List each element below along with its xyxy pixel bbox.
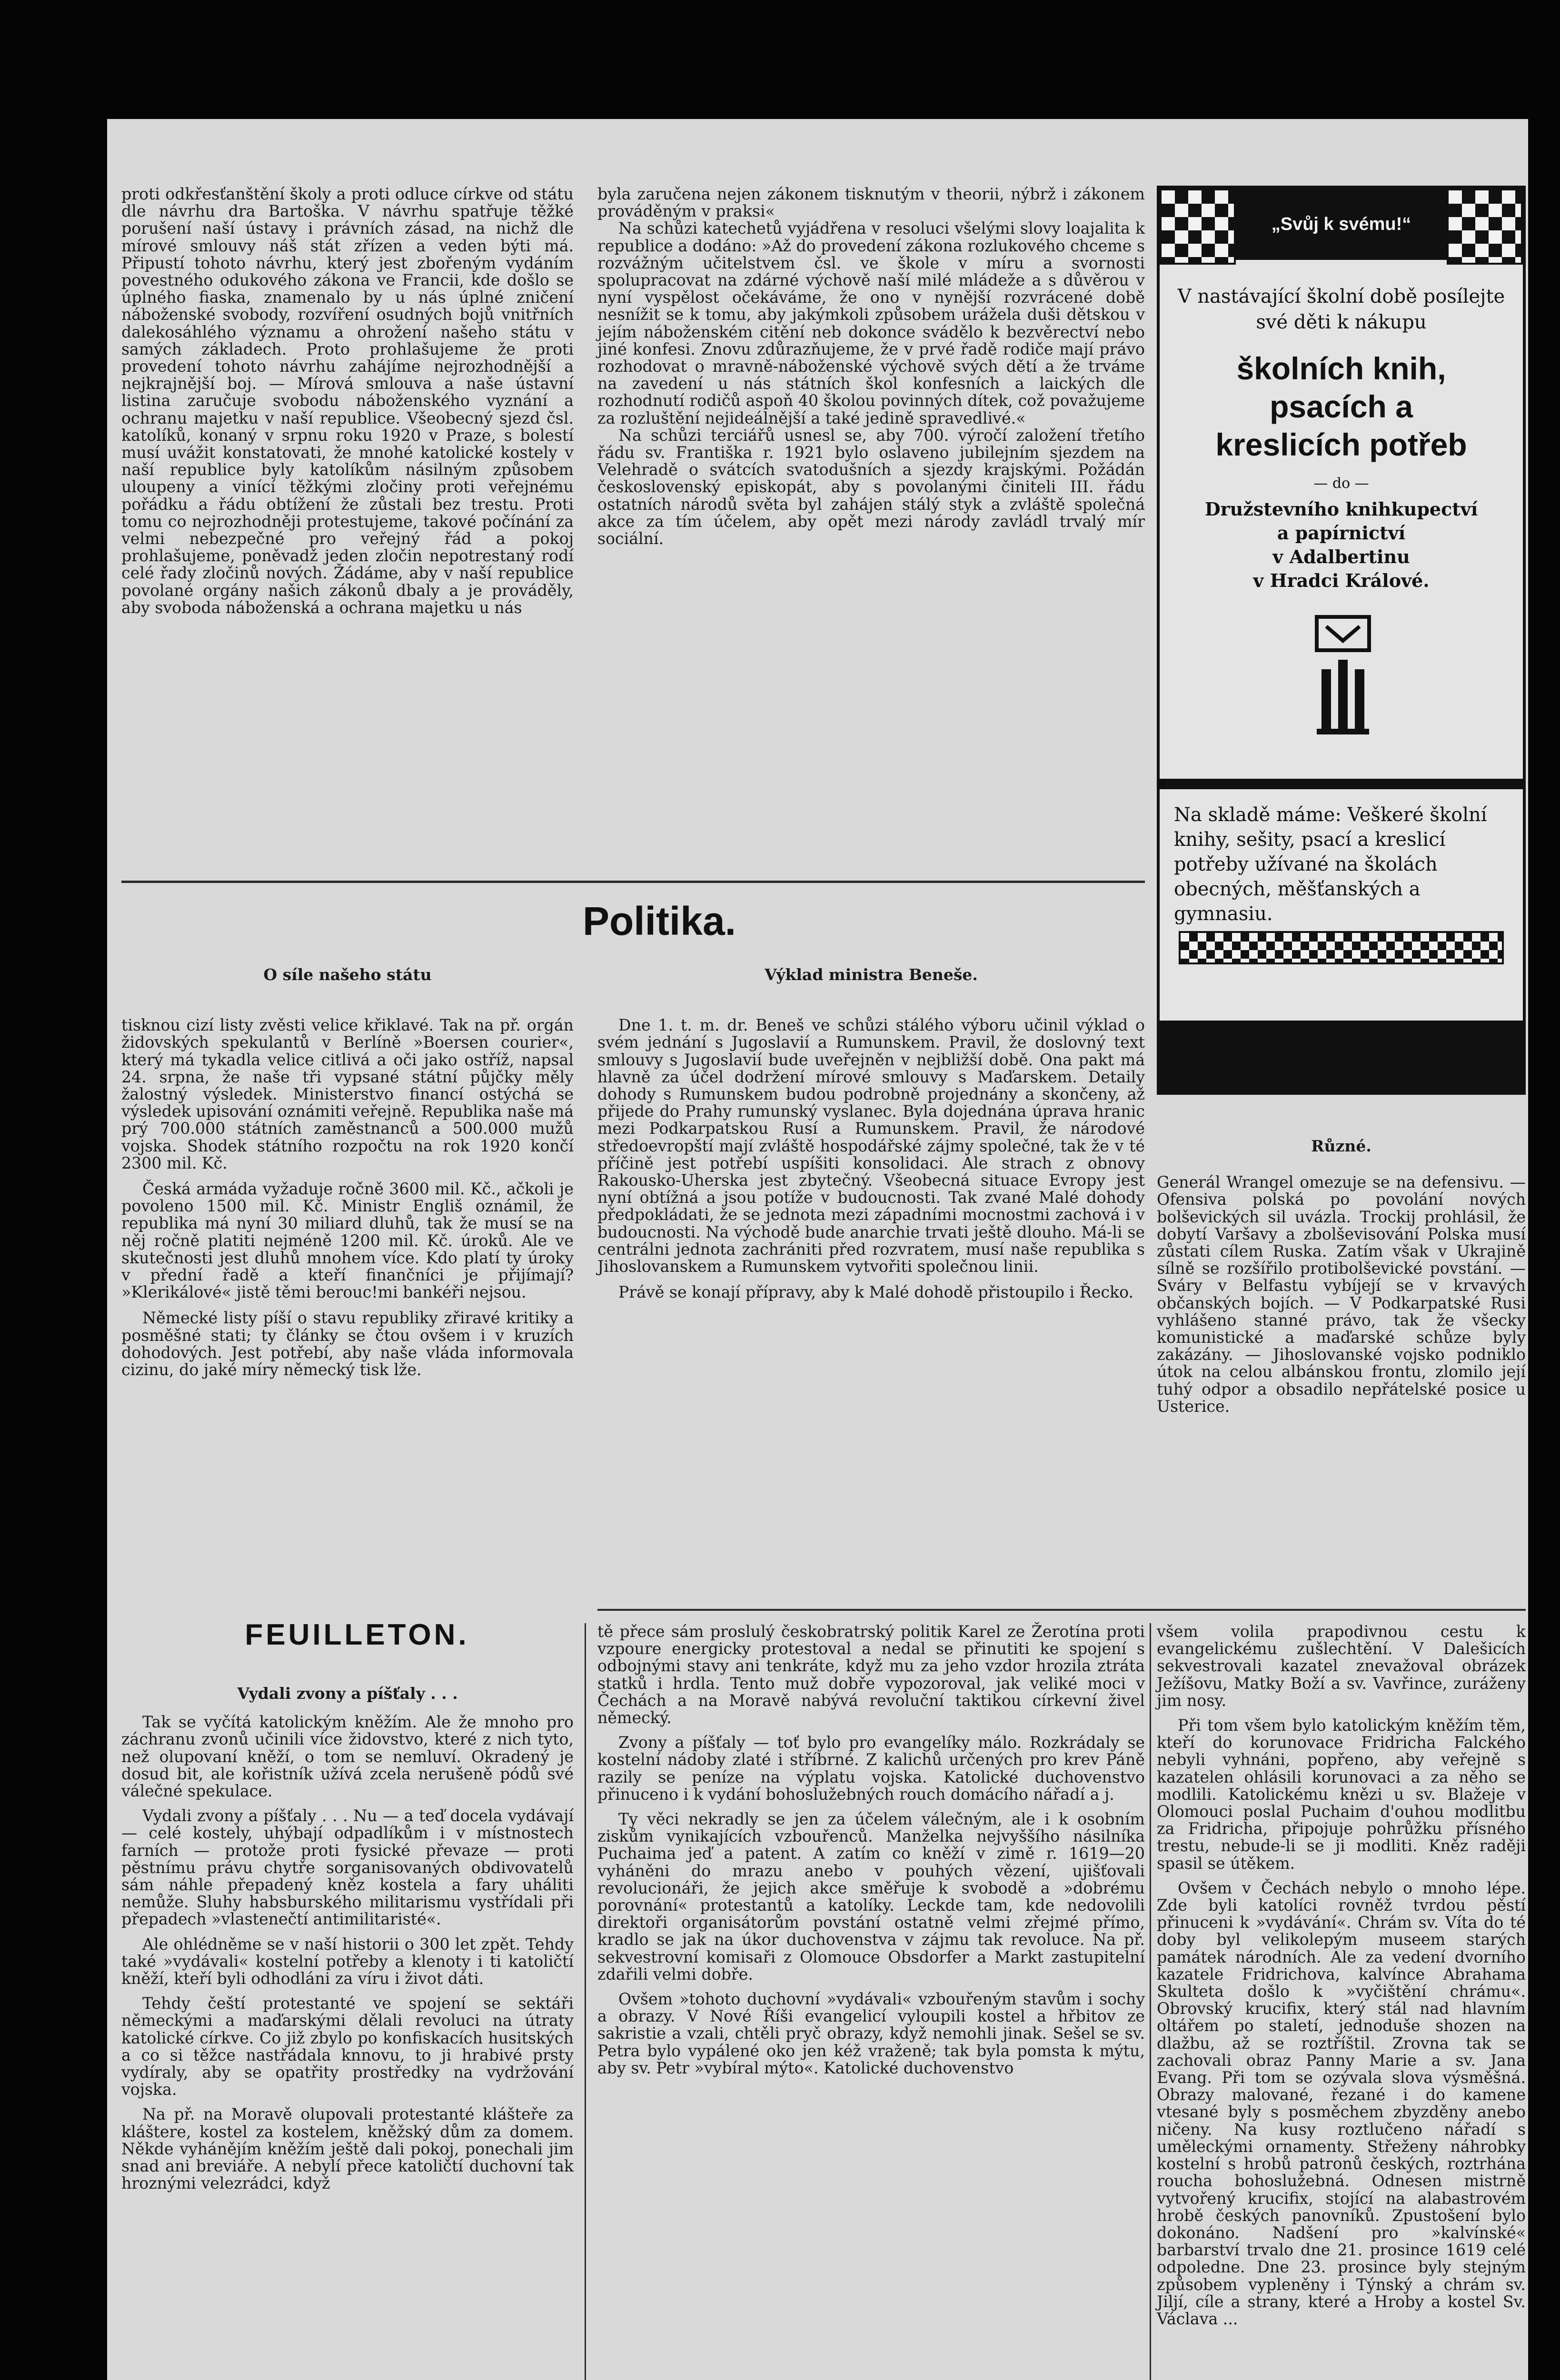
article-subheading: Různé.: [1311, 1137, 1371, 1155]
article-text: Vydali zvony a píšťaly . . . Nu — a teď docela vydávají — celé kostely, uhýbají odpadlíkům i v místnostech farních — protože proti fysické převaze — proti pěstnímu právu chytře sorganisovaných obdivovatelů sám náhle přepadený kněz kostela a fary uháliti nemůže. Sluhy habsburského militarismu vystřídali při přepadech »vlastenečtí antimilitaristé«.: [121, 1806, 574, 1929]
article-text: proti odkřesťanštění školy a proti odluce církve od státu dle návrhu dra Bartoška. V návrhu spatřuje těžké porušení naší ústavy i právních zásad, na nichž dle mírové smlouvy náš stát zřízen a veden býti má. Připustí tohoto návrhu, který jest zbořeným vydáním povestného odukového zákona ve Francii, kde došlo se úplného fiaska, znamenalo by u nás úplné zničení náboženské svobody, rozvíření osudných bojů vnitřních dalekosáhlého významu a ohrožení našeho státu v samých základech. Proto prohlašujeme že proti provedení tohoto návrhu zahájíme nejrozhodnější a nejkrajnější boj. — Mírová smlouva a naše ústavní listina zaručuje svobodu náboženského vyznání a ochranu majetku v naší republice. Všeobecný sjezd čsl. katolíků, konaný v srpnu roku 1920 v Praze, s bolestí musí uvážit konstatovati, že mnohé katolické kostely v naší republice byly katolíkům násilným způsobem uloupeny a vinící těžkými zločiny proti veřejnému pořádku a řádu obtížení že zůstali bez trestu. Proti tomu co nejrozhodněji protestujeme, takové počínání za velmi nebezpečné pro veřejný řád a pokoj prohlašujeme, poněvadž jeden zločin nepotrestaný rodí celé řady zločinů nových. Žádáme, aby v naší republice povolané orgány našich zákonů dbaly a je prováděly, aby svoboda náboženská a ochrana majetku u nás: [121, 185, 574, 617]
article-text: Zvony a píšťaly — toť bylo pro evangelíky málo. Rozkrádaly se kostelní nádoby zlaté i stříbrné. Z kalichů určených pro krev Páně razily se peníze na výplatu vojska. Katolické duchovenstvo přinuceno i k vydání bohoslužebných rouch domácího nářadí a j.: [597, 1733, 1145, 1804]
politika-heading: Politika.: [582, 899, 736, 943]
article-text: Ovšem v Čechách nebylo o mnoho lépe. Zde byli katolíci rovněž tvrdou pěstí přinuceni k »vydávání«. Chrám sv. Víta do té doby byl velikolepým museem starých památek národních. Ale za vedení dvorního kazatele Fridrichova, kalvínce Abrahama Skulteta došlo k »vyčištění chrámu«. Obrovský krucifix, který stál nad hlavním oltářem po staletí, jednoduše shozen na dlažbu, až se roztříštil. Zrovna tak se zachovali obraz Panny Marie a sv. Jana Evang. Při tom se ozývala slova výsměšná. Obrazy malované, řezané i do kamene vtesané byly s posměchem zbyzděny anebo ničeny. Na kusy roztlučeno nářadí s uměleckými ornamenty. Střeženy náhrobky kostelní s hrobů patronů českých, roztrhána roucha bohoslužebná. Odnesen mistrně vytvořený krucifix, stojící na alabastrovém hrobě českých panovníků. Zpustošení bylo dokonáno. Nadšení pro »kalvínské« barbarství trvalo dne 21. prosince 1619 celé odpoledne. Dne 23. prosince byly stejným způsobem vypleněny i Týnský a chrám sv. Jiljí, cíle a strany, které a Hroby a kostel Sv. Václava ...: [1157, 1878, 1526, 2328]
article-text: Ale ohlédněme se v naší historii o 300 let zpět. Tehdy také »vydávali« kostelní potřeby a klenoty i ti katoličtí kněží, kteří byli odhodláni za víru i život dáti.: [121, 1934, 574, 1988]
article-text: Na schůzi terciářů usnesl se, aby 700. výročí založení třetího řádu sv. Františka r. 1921 bylo oslaveno jubilejním sjezdem na Velehradě o svátcích svatodušních a sjezdy krajskými. Požádán československý episkopát, aby s povolanými činiteli III. řádu ostatních národů světa byl zahájen stálý styk a zvláště společná akce za tím účelem, aby opět mezi národy zavládl trvalý mír sociální.: [597, 426, 1145, 548]
ad-footer-band: [1160, 1021, 1523, 1092]
ad-middle-band: [1160, 779, 1523, 789]
column-1-bottom: [121, 1685, 574, 2192]
column-3-bottom: [1157, 1623, 1526, 2328]
article-text: Ty věci nekradly se jen za účelem válečným, ale i k osobním ziskům vynikajících vzbouřenců. Manželka nejvyššího násilníka Puchaima jeď a patent. A zatím co kněží v zimě r. 1619—20 vyháněni do mrazu anebo v pouhých vězení, ujišťovali revolucionáři, že jejich akce směřuje k svobodě a »dobrému porovnání« protestantů a katolíky. Leckde tam, kde nedovolili direktoři organisátorům povstání ostatně velmi zřejmé přímo, kradlo se jak na úkor duchovenstva v zájmu tak revoluce. Na př. sekvestrovní komisaři z Olomouce Obsdorfer a Markt zastupitelní zdařili velmi dobře.: [597, 1810, 1145, 1983]
feuilleton-heading: FEUILLETON.: [245, 1618, 469, 1651]
article-text: Dne 1. t. m. dr. Beneš ve schůzi stálého výboru učinil výklad o svém jednání s Jugoslavií a Rumunskem. Pravil, že doslovný text smlouvy s Jugoslavií bude uveřejněn v nejbližší době. Ona pakt má hlavně za účel dodržení mírové smlouvy s Maďarskem. Detaily dohody s Rumunskem budou podrobně projednány a skončeny, až přijede do Prahy rumunský vyslanec. Byla dojednána úprava hranic mezi Podkarpatskou Rusí a Rumunskem. Pravil, že národové středoevropští mají zvláště hospodářské zájmy společné, tak že v té příčině jest potřebí uspíšiti konsolidaci. Ale strach z obnovy Rakousko-Uherska jest zbytečný. Všeobecná situace Evropy jest nyní obtížná a jsou potíže v budoucnosti. Tak zvané Malé dohody předpokládati, že se jednota mezi západními mocnostmi zachová i v budoucnosti. Na východě bude anarchie trvati ještě dlouho. Má-li se centrálni jednota zachrániti před rozvratem, musí naše republika s Jihoslovanskem a Rumunskem vytvořiti společnou linii.: [597, 1016, 1145, 1276]
ad-checker-ornament: [1447, 188, 1523, 265]
article-text: Česká armáda vyžaduje ročně 3600 mil. Kč., ačkoli je povoleno 1500 mil. Kč. Ministr Engliš oznámil, že republika má nyní 30 miliard dluhů, tak že musí se na něj ročně platiti nejméně 1200 mil. Kč. úroků. Ale ve skutečnosti jest dluhů mnohem více. Kdo platí ty úroky v přední řadě a kteří finančníci je přijímají? »Klerikálové« jistě těmi berouc!mi bankéři nejsou.: [121, 1180, 574, 1302]
column-rule: [585, 1623, 586, 2380]
article-text: Ovšem »tohoto duchovní »vydávali« vzbouřeným stavům i sochy a obrazy. V Nové Říši evangelicí vyloupili kostel a hřbitov ze sakristie a vzali, chtěli pryč obrazy, když nemohli jinak. Sešel se sv. Petra bylo vypálené oko jen kéž vraženě; tak byla pomsta k mýtu, aby sv. Petr »vybíral mýto«. Katolické duchovenstvo: [597, 1990, 1145, 2077]
article-text: Na schůzi katechetů vyjádřena v resoluci všelými slovy loajalita k republice a dodáno: »Až do provedení zákona rozlukového chceme s rozvážným učitelstvem čsl. ve škole v míru a svornosti spolupracovat na zdárné výchově naší milé mládeže a s důvěrou v nyní vyspělost očekáváme, že ono v nynější rozvrácené době nesnížit se k tomu, aby jakýmkoli způsobem urážela duši dětskou v jejím náboženském citění neb dokonce svádělo k bezvěrectví nebo jiné konfesi. Znovu zdůrazňujeme, že v prvé řadě rodiče mají právo rozhodovat o mravně-náboženské výchově svých dětí a že trváme na zavedení u nás státních škol konfesních a laických dle rozhodnutí rodičů aspoň 40 školou povinných dítek, což považujeme za rozluštění nejideálnější a také jedině spravedlivé.«: [597, 219, 1145, 427]
column-2-bottom: [597, 1623, 1145, 2077]
column-2-top: [597, 186, 1145, 547]
ad-shop-line: v Hradci Králové.: [1253, 570, 1430, 591]
ad-shop-line: Družstevního knihkupectví: [1204, 498, 1478, 520]
section-divider: [597, 1609, 1526, 1611]
column-1-top: [121, 186, 574, 616]
ad-do: — do —: [1313, 475, 1369, 492]
bookshop-emblem-icon: [1307, 607, 1379, 741]
ad-shop-line: a papírnictví: [1277, 522, 1406, 544]
article-text: všem volila prapodivnou cestu k evangelickému zušlechtění. V Dalešicích sekvestrovali kazatel znevažoval obrázek Ježíšovu, Matky Boží a sv. Vavřince, zuráženy jim nosy.: [1157, 1622, 1526, 1710]
article-subheading: Vydali zvony a píšťaly . . .: [237, 1684, 458, 1703]
ad-headline-3: kreslicích potřeb: [1215, 427, 1467, 462]
article-text: Právě se konají přípravy, aby k Malé dohodě přistoupilo i Řecko.: [618, 1283, 1134, 1302]
ad-headline-2: psacích a: [1270, 389, 1413, 424]
ad-stock-text: Na skladě máme: Veškeré školní knihy, sešity, psací a kreslicí potřeby užívané na školách obecných, měšťanských a gymnasiu.: [1174, 804, 1487, 925]
advertisement-box: [1157, 186, 1526, 1095]
ad-headline-1: školních knih,: [1236, 351, 1446, 386]
ad-shop-line: v Adalbertinu: [1272, 546, 1410, 567]
ad-checker-ornament: [1160, 188, 1236, 265]
article-text: Tak se vyčítá katolickým kněžím. Ale že mnoho pro záchranu zvonů učinili více židovstvo, které z nich tyto, než olupovaní kněží, o tom se nemluví. Okradený je dosud bit, ale kořistník užívá zcela nerušeně pódů své válečné spekulace.: [121, 1713, 574, 1801]
article-text: tě přece sám proslulý českobratrský politik Karel ze Žerotína proti vzpoure energicky protestoval a nedal se přinutiti ke spojení s odbojnými stavy ani tenkráte, když mu za jeho vzdor hrozila ztráta statků i hrdla. Tento muž dobře vypozoroval, jak veliké moci v Čechách a na Moravě nabývá revoluční taktikou církevní živel německý.: [597, 1622, 1145, 1727]
article-text: Na př. na Moravě olupovali protestanté klášteře za kláštere, kostel za kostelem, kněžský dům za domem. Někde vyhánějím kněžím ještě dali pokoj, ponechali jim snad ani breviáře. A nebylí přece katoličtí duchovní tak hroznými velezrádci, když: [121, 2105, 574, 2193]
newspaper-page: [107, 119, 1528, 2380]
article-subheading: O síle našeho státu: [263, 965, 432, 984]
article-text: Německé listy píší o stavu republiky zřiravé kritiky a posměšné stati; ty články se čtou ovšem i v kruzích dohodových. Jest potřebí, aby naše vláda informovala cizinu, do jaké míry německý tisk lže.: [121, 1309, 574, 1379]
ad-checker-strip: [1179, 931, 1504, 964]
ad-title: „Svůj k svému!“: [1271, 214, 1411, 234]
article-text: Při tom všem bylo katolickým kněžím těm, kteří do korunovace Fridricha Falckého nebyli vyhnáni, popřeno, aby veřejně s kazatelen ohlásili korunovaci a za něho se modlili. Katolickému knězi u sv. Blažeje v Olomouci poslal Puchaim d'ouhou modlitbu za Fridricha, připojuje pohrůžku přísného trestu, nebude-li se ji modliti. Kněz raději spasil se útěkem.: [1157, 1716, 1526, 1873]
article-subheading: Výklad ministra Beneše.: [765, 965, 978, 984]
article-text: tisknou cizí listy zvěsti velice křiklavé. Tak na př. orgán židovských spekulantů v Berlíně »Boersen courier«, který má tykadla velice citlivá a oči jako ostříž, napsal 24. srpna, že naše tři vypsané státní půjčky měly žalostný výsledek. Ministerstvo financí ostýchá se výsledek upisování oznámiti veřejně. Republika naše má prý 700.000 státních zaměstnanců a 500.000 mužů vojska. Shodek státního rozpočtu na rok 1920 končí 2300 mil. Kč.: [121, 1016, 574, 1172]
column-rule: [1150, 1623, 1151, 2380]
article-text: byla zaručena nejen zákonem tisknutým v theorii, nýbrž i zákonem prováděným v praksi«: [597, 185, 1145, 221]
ad-intro: V nastávající školní době posílejte své děti k nákupu: [1177, 286, 1505, 333]
article-text: Generál Wrangel omezuje se na defensivu. — Ofensiva polská po povolání nových bolševických sil uvázla. Trockij prohlásil, že dobytí Varšavy a zbolševisování Polska musí zůstati cílem Ruska. Zatím však v Ukrajině sílně se rozšířilo protibolševické povstání. — Sváry v Belfastu vybíjejí se v krvavých občanských bojích. — V Podkarpatské Rusi vyhlášeno stanné právo, tak že všecky komunistické a maďarské schůze byly zakázány. — Jihoslovanské vojsko podniklo útok na celou albánskou frontu, zlomilo její tuhý odpor a obsadilo nepřátelské posice u Usterice.: [1157, 1173, 1526, 1416]
section-divider: [121, 881, 1145, 883]
column-1-middle: [121, 966, 574, 1378]
column-3-middle: [1157, 1138, 1526, 1415]
column-2-middle: [597, 966, 1145, 1301]
article-text: Tehdy čeští protestanté ve spojení se sektáři německými a maďarskými dělali revoluci na útraty katolické církve. Co již zbylo po konfiskacích husitských a co si těžce nastřádala knnovu, to ji hrabivé prsty vydíraly, aby se opatřity prostředky na vydržování vojska.: [121, 1994, 574, 2099]
